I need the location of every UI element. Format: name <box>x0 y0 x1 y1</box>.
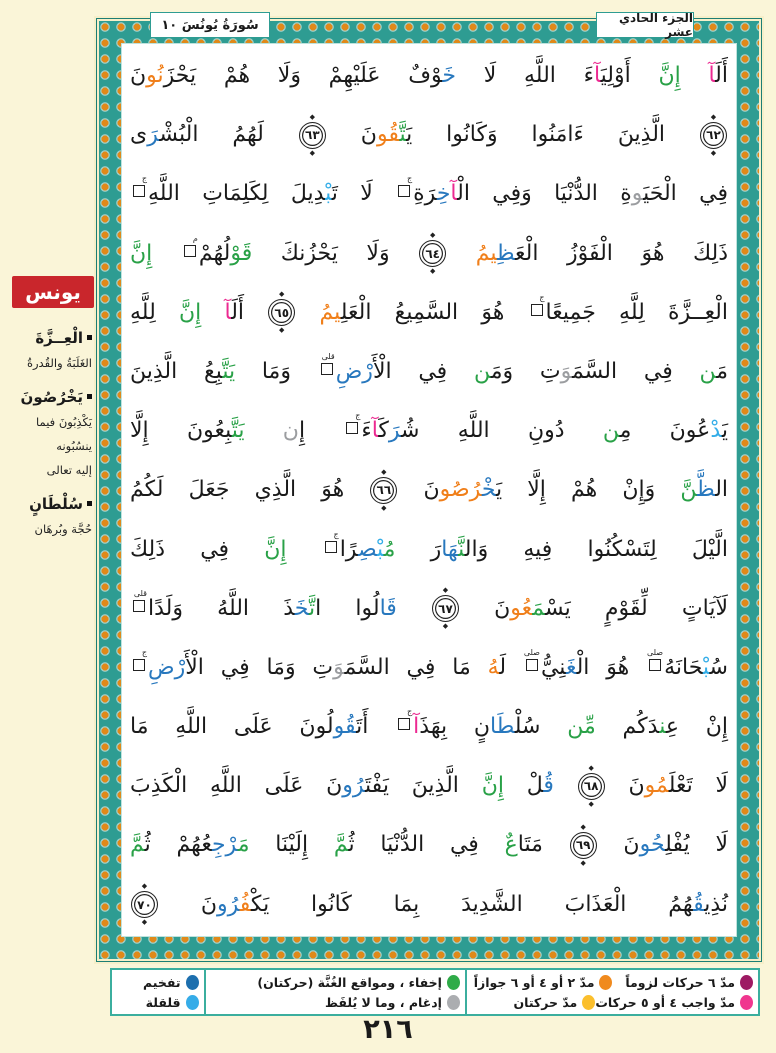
tajweed-segment: مُ‍ <box>383 536 396 562</box>
legend-color-dot-icon <box>447 975 460 990</box>
tajweed-segment: ‍وَ <box>560 358 572 384</box>
waqf-mark: ج <box>346 422 358 434</box>
tajweed-segment: ‍وَ <box>333 654 345 680</box>
tajweed-segment: لَهُمُ الْبُشْ‍ <box>159 122 298 148</box>
tajweed-segment: إِلَيْنَا <box>249 832 334 858</box>
tajweed-segment: ‍بْ‍ <box>377 536 384 562</box>
legend-label: مدّ حركتان <box>513 994 578 1010</box>
page-number: ٢١٦ <box>363 1014 413 1045</box>
tajweed-segment <box>152 241 181 266</box>
tajweed-segment: ‍بْ‍ <box>702 654 710 680</box>
tajweed-segment <box>554 773 577 798</box>
tajweed-segment: ‍هُمُ الْعَذَابَ الشَّدِيدَ بِمَا كَانُوا يَكْ‍ <box>250 891 694 917</box>
legend-entry <box>117 995 199 1010</box>
tajweed-segment: رْضِ <box>335 358 373 384</box>
surah-title: سُورَةُ يُونُسَ ١٠ <box>161 17 259 33</box>
tajweed-segment: لُوا ا <box>315 595 380 621</box>
verse-number-marker: ◆ ٦٩ ◆ <box>570 832 597 859</box>
tajweed-segment: إِنَّ <box>658 63 681 88</box>
waqf-mark: م <box>184 245 196 257</box>
quran-line <box>130 520 728 579</box>
tajweed-segment: لَا تَعْلَ‍ <box>668 773 729 799</box>
legend-color-dot-icon <box>599 975 612 990</box>
tajweed-segment: نَ <box>605 773 645 799</box>
verse-number-marker: ◆ ٦٥ ◆ <box>268 299 295 326</box>
text-area <box>121 43 737 937</box>
tajweed-segment: هُوَ السَّمِيعُ الْعَلِ‍ <box>340 299 528 325</box>
tajweed-segment: ذَلِكَ هُوَ الْفَوْزُ الْعَ‍ <box>515 240 728 266</box>
waqf-mark: ج <box>531 304 543 316</box>
tajweed-segment: إِنَّ <box>481 773 504 799</box>
quran-line <box>130 756 728 815</box>
tajweed-segment: سُلْ‍ <box>514 714 568 740</box>
tajweed-segment: وَمَا <box>235 358 318 384</box>
tajweed-segment: ‍هُ <box>487 654 500 680</box>
quran-line <box>130 283 728 342</box>
tajweed-segment: مَ‍ <box>716 358 729 384</box>
legend-color-dot-icon <box>186 975 199 990</box>
tajweed-segment: وَلَا يَحْزُنكَ <box>252 240 419 266</box>
quran-line <box>130 342 728 401</box>
tajweed-segment: ‍حَانَهُ <box>664 654 703 680</box>
legend-color-dot-icon <box>740 975 753 990</box>
tajweed-segment: ‍يمُ <box>475 240 497 266</box>
verse-number-marker: ◆ ٦٢ ◆ <box>700 122 727 149</box>
tajweed-segment: ‍بِعُ الَّذِينَ <box>130 358 223 384</box>
tajweed-segment: الَّذِينَ ءَامَنُوا وَكَانُوا يَ‍ <box>406 122 699 148</box>
tajweed-segment: ‍عُو <box>510 595 533 621</box>
waqf-mark: قلى <box>321 363 333 375</box>
tajweed-segment <box>681 63 709 88</box>
tajweed-segment: دُونِ اللَّهِ شُ‍ <box>401 418 603 444</box>
tajweed-segment: نَ <box>159 891 218 917</box>
legend-entry <box>612 975 753 990</box>
square-bullet-icon <box>87 335 92 340</box>
tajweed-segment: نَ عَلَى اللَّهِ الْكَذِبَ <box>130 773 343 799</box>
tajweed-segment: ‍رًا <box>339 536 358 562</box>
tajweed-segment: الْعِــزَّةَ لِلَّهِ جَمِيعًا <box>545 299 729 325</box>
square-bullet-icon <box>87 394 92 399</box>
tajweed-segment: قَا <box>379 595 397 621</box>
tajweed-segment: ‍رُصُو <box>439 477 482 503</box>
tajweed-segment: ءَ اللَّهِ لَا <box>456 63 594 88</box>
tajweed-segment: لَ‍ <box>499 654 523 680</box>
legend-label: قلقلة <box>145 994 181 1010</box>
tajweed-segment: لِلَّهِ <box>130 299 179 325</box>
legend-color-dot-icon <box>447 995 460 1010</box>
tajweed-segment: ‍بِعُونَ إِلَّا <box>130 418 232 444</box>
tajweed-segment: ‍رُو <box>342 773 366 799</box>
tajweed-segment: مَا فِي السَّمَ‍ <box>344 654 488 680</box>
quran-line <box>130 460 728 519</box>
tajweed-segment: ‍آ <box>224 299 232 325</box>
tajweed-segment: عٌ <box>504 832 518 858</box>
tajweed-segment: ‍لْ <box>503 773 544 799</box>
tajweed-segment: وَإِنْ هُمْ إِلَّا يَ‍ <box>496 477 681 503</box>
tajweed-segment: هُوَ الَّذِي جَعَلَ لَكُمُ <box>130 477 370 503</box>
tajweed-segment: ‍مَّ <box>333 832 349 858</box>
legend-row <box>472 975 753 990</box>
tajweed-segment: ‍ن <box>602 418 620 444</box>
tajweed-legend <box>110 968 760 1016</box>
tajweed-segment: أَلَ‍ <box>231 299 268 325</box>
glossary-term: يَخْرُصُونَ <box>2 384 92 410</box>
quran-line <box>130 638 728 697</box>
waqf-mark: ج <box>325 541 337 553</box>
quran-line <box>130 815 728 874</box>
tajweed-segment: ءَ <box>361 418 372 444</box>
tajweed-segment <box>245 418 283 443</box>
tajweed-segment: لَا تَ‍ <box>331 181 396 207</box>
tajweed-segment: ةِ الدُّنْيَا وَفِي الْ‍ <box>457 181 632 207</box>
tajweed-segment: إِنَّ <box>179 299 202 325</box>
margin-glossary <box>0 316 95 541</box>
legend-label: مدّ ٢ أو ٤ أو ٦ جوازاً <box>473 974 595 990</box>
tajweed-segment: هُوَ الْ‍ <box>576 654 647 680</box>
tajweed-segment: يَتَّ‍ <box>231 418 245 444</box>
tajweed-segment: سُ‍ <box>709 654 728 680</box>
legend-section-ghunnah-idgham <box>206 970 467 1014</box>
quran-line <box>130 579 728 638</box>
tajweed-segment: فِي الْحَيَ‍ <box>643 181 728 207</box>
quran-lines <box>130 46 728 934</box>
tajweed-segment: نٍ بِهَذَ <box>419 714 490 740</box>
tajweed-segment: يَتَّ‍ <box>222 358 236 384</box>
decorative-border-frame <box>96 18 762 962</box>
tajweed-segment <box>397 596 431 621</box>
tajweed-segment: مَ‍ <box>237 832 250 858</box>
tajweed-segment: ‍ن <box>699 358 717 384</box>
legend-entry <box>211 995 460 1010</box>
tajweed-segment: قَوْ <box>230 240 253 266</box>
tajweed-segment: ‍مَّ <box>130 832 145 858</box>
tajweed-segment: عُونَ مِ‍ <box>619 418 711 444</box>
waqf-mark: صلى <box>649 659 661 671</box>
tajweed-segment: ‍آ <box>593 63 601 88</box>
tajweed-segment: ‍نَّ‍ <box>458 536 465 562</box>
tajweed-segment: ‍خَ‍ <box>294 595 309 621</box>
glossary-definition: الغَلَبَةُ والقُدرةُ <box>26 356 92 370</box>
tajweed-segment: ‍ذَ اللَّهُ وَلَدًا <box>148 595 295 621</box>
tajweed-segment: كَ‍ <box>378 418 389 444</box>
tajweed-segment: ‍دْ <box>710 418 722 444</box>
tajweed-segment: ‍نَّ <box>680 477 698 503</box>
tajweed-segment: ‍ن‍ <box>659 714 666 740</box>
legend-color-dot-icon <box>582 995 595 1010</box>
legend-row <box>211 975 460 990</box>
verse-number-marker: ◆ ٦٧ ◆ <box>432 595 459 622</box>
legend-entry <box>211 975 460 990</box>
tajweed-segment: فِي ذَلِكَ <box>130 536 265 562</box>
legend-row <box>117 975 199 990</box>
tajweed-segment: ‍تَّ‍ <box>399 122 407 148</box>
tajweed-segment: ‍فُ‍ <box>239 891 251 917</box>
legend-section-madd <box>467 970 758 1014</box>
tajweed-segment: ى <box>130 122 148 148</box>
tajweed-segment <box>296 300 319 325</box>
legend-color-dot-icon <box>740 995 753 1010</box>
quran-line <box>130 105 728 164</box>
tajweed-segment: ‍بْ‍ <box>325 181 332 207</box>
glossary-definition: إليه تعالى <box>46 463 92 477</box>
tajweed-segment: ‍صِ‍ <box>357 536 378 562</box>
tajweed-segment: تِ وَمَا فِي الْأَ <box>185 654 334 680</box>
tajweed-segment: تَّ‍ <box>308 595 316 621</box>
tajweed-segment: ‍رَ <box>147 122 160 148</box>
tajweed-segment: ‍رَ <box>388 418 402 444</box>
tajweed-segment: أَتَ‍ <box>356 714 396 740</box>
juz-header-cartouche <box>596 12 694 38</box>
glossary-term: الْعِــزَّةَ <box>2 325 92 351</box>
tajweed-segment: نَ <box>398 477 440 503</box>
tajweed-segment: ‍آ <box>708 63 716 88</box>
waqf-mark: ج <box>133 659 145 671</box>
tajweed-segment: ‍ظِ‍ <box>496 240 516 266</box>
tajweed-segment: ‍ظَّ‍ <box>697 477 716 503</box>
legend-row <box>472 995 753 1010</box>
tajweed-segment: ‍ن <box>473 358 491 384</box>
tajweed-segment: ن <box>282 418 299 444</box>
tajweed-segment: ‍رُو <box>217 891 240 917</box>
tajweed-segment: ‍رْجِ‍ <box>211 832 238 858</box>
tajweed-segment: الَّذِينَ يَفْتَ‍ <box>365 773 482 799</box>
tajweed-segment <box>287 537 322 562</box>
verse-number-marker: ◆ ٦٤ ◆ <box>419 240 446 267</box>
tajweed-segment: نَ <box>130 63 147 88</box>
tajweed-segment: آ <box>413 714 420 740</box>
tajweed-segment: إِنَّ <box>130 240 153 266</box>
tajweed-segment: نَ <box>326 122 377 148</box>
tajweed-segment: ‍و <box>631 181 644 207</box>
verse-number-marker: ◆ ٦٦ ◆ <box>370 477 397 504</box>
tajweed-segment: فِي الْأَ <box>372 358 474 384</box>
tajweed-segment: تِ وَمَ‍ <box>490 358 561 384</box>
tajweed-segment: الَّيْلَ لِتَسْكُنُوا فِيهِ وَال‍ <box>464 536 728 562</box>
tajweed-segment: أَوْلِيَ‍ <box>600 63 659 88</box>
tajweed-segment: ‍مُو <box>644 773 669 799</box>
legend-label: تفخيم <box>143 974 181 990</box>
verse-number-marker: ◆ ٦٨ ◆ <box>578 773 605 800</box>
tajweed-segment: ‍آ <box>450 181 458 207</box>
legend-entry <box>117 975 199 990</box>
tajweed-segment: لَا يُفْلِ‍ <box>665 832 729 858</box>
quran-line <box>130 875 728 934</box>
tajweed-segment: ‍خْ‍ <box>481 477 497 503</box>
glossary-term: سُلْطَانٍ <box>2 491 92 517</box>
legend-label: مدّ ٦ حركات لزوماً <box>625 974 735 990</box>
verse-number-marker: ◆ ٧٠ ◆ <box>131 891 158 918</box>
verse-number-marker: ◆ ٦٣ ◆ <box>299 122 326 149</box>
legend-label: إخفاء ، ومواقع الغُنَّة (حركتان) <box>257 974 442 990</box>
glossary-definition: ينسُبُونه <box>56 439 92 453</box>
glossary-definition: حُجَّة وبُرهَان <box>34 522 92 536</box>
tajweed-segment: إِنَّ <box>264 536 287 562</box>
tajweed-segment: ‍دَكُم <box>595 714 660 740</box>
tajweed-segment: ‍غَ‍ <box>565 654 577 680</box>
waqf-mark: قلى <box>133 600 145 612</box>
quran-line <box>130 697 728 756</box>
tajweed-segment: لَآيَاتٍ لِّقَوْمٍ يَسْ‍ <box>545 595 728 621</box>
quran-line <box>130 224 728 283</box>
tajweed-segment: رْضِ <box>148 654 186 680</box>
legend-label: إدغام ، وما لا يُلفَظ <box>325 994 442 1010</box>
tajweed-segment: يَ‍ <box>721 418 728 444</box>
tajweed-segment: ‍طَا <box>490 714 515 740</box>
tajweed-segment: إِنْ عِ‍ <box>665 714 728 740</box>
tajweed-segment: خِ‍ <box>436 181 451 207</box>
legend-row <box>117 995 199 1010</box>
quran-line <box>130 46 728 105</box>
tajweed-segment: ‍مَ‍ <box>532 595 545 621</box>
tajweed-segment: ‍دِيلَ لِكَلِمَاتِ اللَّهِ <box>148 181 326 207</box>
legend-entry <box>472 975 613 990</box>
tajweed-segment: ‍يمُ <box>319 299 341 325</box>
tajweed-segment <box>201 300 224 325</box>
tajweed-segment: ‍قُو <box>376 122 400 148</box>
tajweed-segment: ال‍ <box>715 477 729 503</box>
tajweed-segment: مَتَا <box>517 832 569 858</box>
tajweed-segment: ‍نِيُّ <box>540 654 566 680</box>
tajweed-segment: قُ‍ <box>543 773 554 799</box>
tajweed-segment: ‍قُو <box>333 714 357 740</box>
tajweed-segment: إِ <box>298 418 344 444</box>
tajweed-segment: نُذِي‍ <box>704 891 728 917</box>
tajweed-segment: أَلَ‍ <box>715 63 728 88</box>
waqf-mark: ج <box>398 718 410 730</box>
legend-row <box>211 995 460 1010</box>
surah-header-cartouche <box>150 12 270 38</box>
legend-entry <box>595 995 753 1010</box>
quran-line <box>130 164 728 223</box>
waqf-mark: ج <box>133 185 145 197</box>
tajweed-segment: ‍حُو <box>639 832 666 858</box>
legend-label: مدّ واجب ٤ أو ٥ حركات <box>595 994 735 1010</box>
tajweed-segment: ‍عُهُمْ ثُ‍ <box>144 832 212 858</box>
tajweed-segment: ‍هَا <box>441 536 459 562</box>
tajweed-segment: رَ <box>395 536 442 562</box>
tajweed-segment: ‍رَةِ <box>413 181 437 207</box>
square-bullet-icon <box>87 501 92 506</box>
tajweed-segment: ‍قُ‍ <box>693 891 705 917</box>
juz-title: الجزء الحادي عشر <box>619 11 693 39</box>
surah-margin-tab: يونس <box>12 276 94 308</box>
tajweed-segment: ‍وْفٌ عَلَيْهِمْ وَلَا هُمْ يَحْزَ <box>163 63 443 88</box>
tajweed-segment: خَ‍ <box>442 63 457 88</box>
legend-entry <box>472 995 595 1010</box>
waqf-mark: ج <box>398 185 410 197</box>
tajweed-segment: لُونَ عَلَى اللَّهِ مَا <box>130 714 334 740</box>
tajweed-segment: نُو <box>146 63 164 88</box>
tajweed-segment: مِّن <box>567 714 596 740</box>
tajweed-segment: نَ <box>597 832 640 858</box>
tajweed-segment: فِي الدُّنْيَا ثُ‍ <box>348 832 505 858</box>
tajweed-segment: فِي السَّمَ‍ <box>571 358 700 384</box>
waqf-mark: صلى <box>526 659 538 671</box>
legend-section-tafkheem-qalqalah <box>112 970 206 1014</box>
legend-color-dot-icon <box>186 995 199 1010</box>
tajweed-segment: نَ <box>459 595 511 621</box>
glossary-definition: يَكْذِبُونَ فيما <box>36 415 92 429</box>
tajweed-segment: ‍آ <box>371 418 379 444</box>
tajweed-segment: لُهُمْ <box>198 240 231 266</box>
tajweed-segment <box>447 241 476 266</box>
quran-line <box>130 401 728 460</box>
